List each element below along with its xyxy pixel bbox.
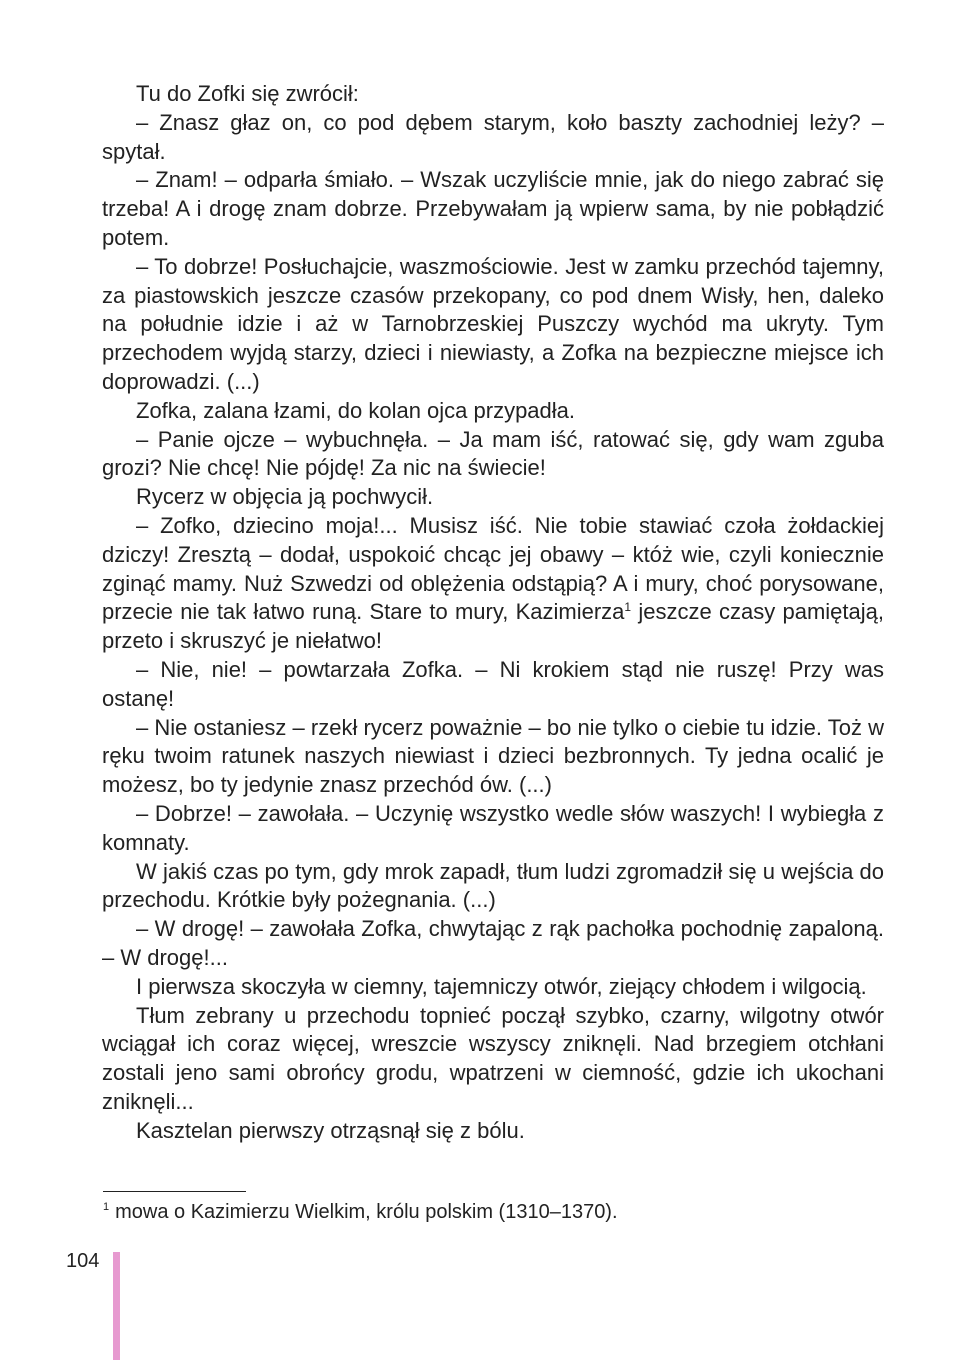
paragraph: Tu do Zofki się zwrócił: [136,81,359,106]
paragraph: Tłum zebrany u przechodu topnieć począł szybko, czarny, wilgotny otwór wciągał ich coraz więcej, wreszcie wszyscy zniknęli. Nad brzegiem otchłani zostali jeno sami obrońcy grodu, wpatrzeni w ciemność, gdzie ich ukochani zniknęli... [102,1002,884,1114]
footnote [103,1200,618,1224]
paragraph: I pierwsza skoczyła w ciemny, tajemniczy otwór, ziejący chłodem i wilgocią. [136,973,867,999]
paragraph: – Znasz głaz on, co pod dębem starym, koło baszty zachodniej leży? – spytał. [102,109,884,164]
paragraph: Kasztelan pierwszy otrząsnął się z bólu. [136,1117,525,1143]
footnote-divider [103,1191,246,1192]
paragraph: – W drogę! – zawołała Zofka, chwytając z rąk pachołka pochodnię zapaloną. – W drogę!... [102,916,884,970]
page-accent-bar [113,1252,120,1360]
paragraph: – Dobrze! – zawołała. – Uczynię wszystko wedle słów waszych! I wybiegła z komnaty. [102,800,884,855]
paragraph: – Nie ostaniesz – rzekł rycerz poważnie – bo nie tylko o ciebie tu idzie. Toż w ręku twoim ratunek naszych niewiast i dzieci bezbronnych. Ty jedna ocalić je możesz, bo ty jedynie znasz przechód ów. (...) [102,714,884,798]
paragraph-text-continuation: jeszcze czasy pamiętają, przeto i skruszyć je niełatwo! [102,599,885,654]
footnote-text: mowa o Kazimierzu Wielkim, królu polskim (1310–1370). [115,1201,618,1223]
main-text [102,80,884,1145]
paragraph-text: – Zofko, dziecino moja!... Musisz iść. Nie tobie stawiać czoła żołdackiej dziczy! Zresztą – dodał, uspokoić chcąc jej obawy – któż wie, czyli koniecznie zginąć mamy. Nuż Szwedzi od oblężenia odstąpią? A i mury, choć porysowane, przecie nie tak łatwo runą. Stare to mury, Kazimierza [102,512,884,625]
paragraph-with-footnote-ref [102,512,884,656]
paragraph: – Panie ojcze – wybuchnęła. – Ja mam iść, ratować się, gdy wam zguba grozi? Nie chcę! Nie pójdę! Za nic na świecie! [102,426,884,481]
footnote-reference: 1 [624,600,632,615]
paragraph: – Nie, nie! – powtarzała Zofka. – Ni krokiem stąd nie ruszę! Przy was ostanę! [102,656,884,711]
footnote-marker: 1 [103,1201,110,1213]
paragraph: W jakiś czas po tym, gdy mrok zapadł, tłum ludzi zgromadził się u wejścia do przechodu. Krótkie były pożegnania. (...) [102,858,884,913]
paragraph: Rycerz w objęcia ją pochwycił. [136,484,434,510]
paragraph: Zofka, zalana łzami, do kolan ojca przypadła. [136,397,576,423]
page-number: 104 [66,1250,100,1272]
paragraph: – Znam! – odparła śmiało. – Wszak uczyliście mnie, jak do niego zabrać się trzeba! A i drogę znam dobrze. Przebywałam ją wpierw sama, by nie pobłądzić potem. [102,167,884,250]
paragraph: – To dobrze! Posłuchajcie, waszmościowie. Jest w zamku przechód tajemny, za piastowskich jeszcze czasów przekopany, co pod dnem Wisły, hen, daleko na południe idzie i aż w Tarnobrzeskiej Puszczy wychód ma ukryty. Tym przechodem wyjdą starzy, dzieci i niewiasty, a Zofka na bezpieczne miejsce ich doprowadzi. (...) [102,253,884,394]
